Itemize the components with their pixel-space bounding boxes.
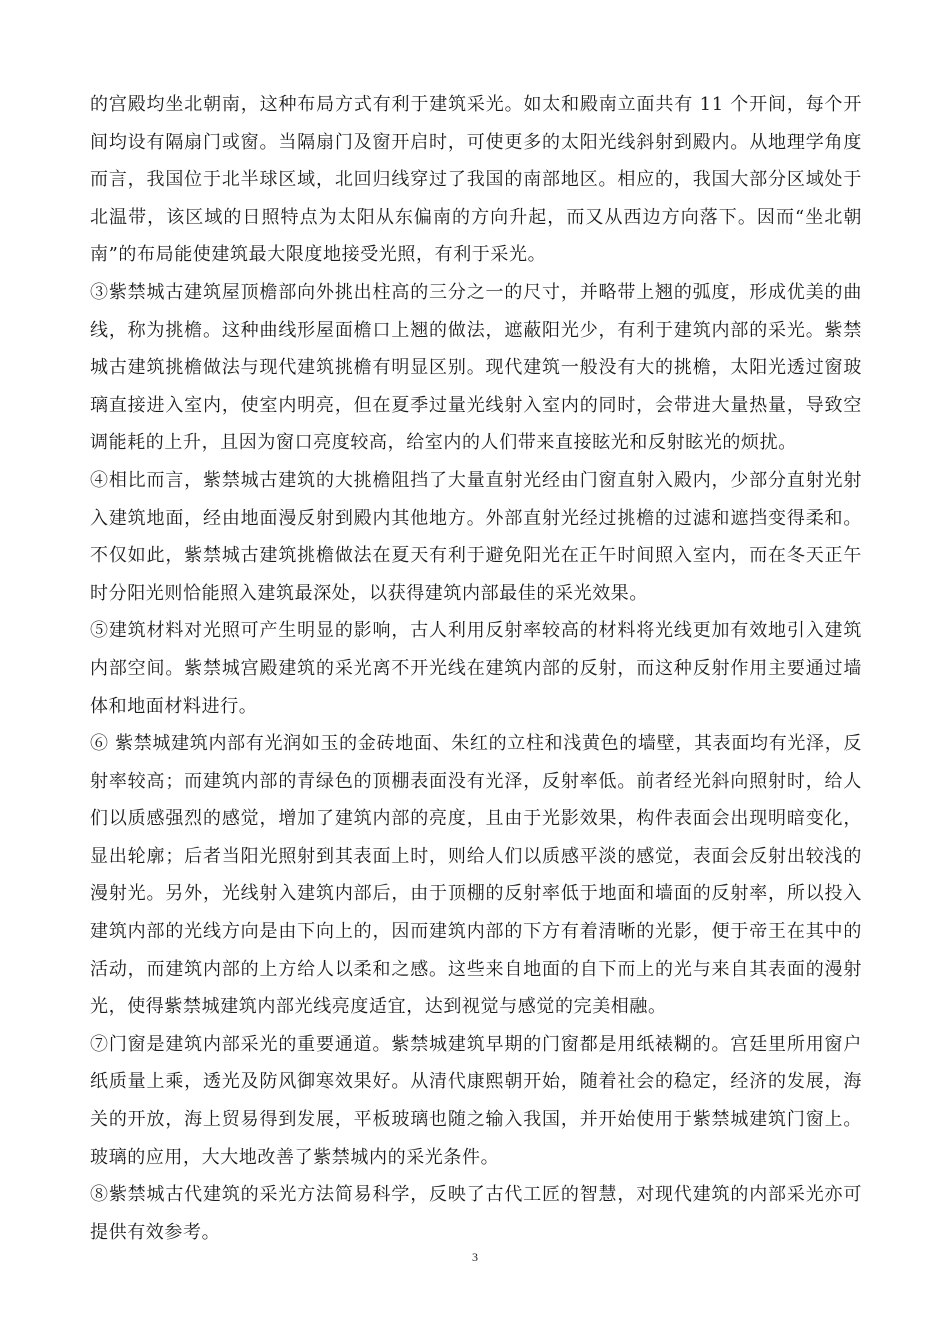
paragraph-3: ③紫禁城古建筑屋顶檐部向外挑出柱高的三分之一的尺寸，并略带上翘的弧度，形成优美的曲线，称为挑檐。这种曲线形屋面檐口上翘的做法，遮蔽阳光少，有利于建筑内部的采光。紫禁城古建筑挑檐做法与现代建筑挑檐有明显区别。现代建筑一般没有大的挑檐，太阳光透过窗玻璃直接进入室内，使室内明亮，但在夏季过量光线射入室内的同时，会带进大量热量，导致空调能耗的上升，且因为窗口亮度较高，给室内的人们带来直接眩光和反射眩光的烦扰。	[90, 281, 862, 454]
paragraph-7: ⑦门窗是建筑内部采光的重要通道。紫禁城建筑早期的门窗都是用纸裱糊的。宫廷里所用窗户纸质量上乘，透光及防风御寒效果好。从清代康熙朝开始，随着社会的稳定，经济的发展，海关的开放，海上贸易得到发展，平板玻璃也随之输入我国，并开始使用于紫禁城建筑门窗上。玻璃的应用，大大地改善了紫禁城内的采光条件。	[90, 1033, 862, 1168]
paragraph-5: ⑤建筑材料对光照可产生明显的影响，古人利用反射率较高的材料将光线更加有效地引入建筑内部空间。紫禁城宫殿建筑的采光离不开光线在建筑内部的反射，而这种反射作用主要通过墙体和地面材料进行。	[90, 620, 862, 717]
paragraph-4: ④相比而言，紫禁城古建筑的大挑檐阻挡了大量直射光经由门窗直射入殿内，少部分直射光射入建筑地面，经由地面漫反射到殿内其他地方。外部直射光经过挑檐的过滤和遮挡变得柔和。不仅如此，紫禁城古建筑挑檐做法在夏天有利于避免阳光在正午时间照入室内，而在冬天正午时分阳光则恰能照入建筑最深处，以获得建筑内部最佳的采光效果。	[90, 469, 862, 604]
document-body	[90, 86, 862, 1251]
paragraph-6: ⑥ 紫禁城建筑内部有光润如玉的金砖地面、朱红的立柱和浅黄色的墙壁，其表面均有光泽，反射率较高；而建筑内部的青绿色的顶棚表面没有光泽，反射率低。前者经光斜向照射时，给人们以质感强烈的感觉，增加了建筑内部的亮度，且由于光影效果，构件表面会出现明暗变化，显出轮廓；后者当阳光照射到其表面上时，则给人们以质感平淡的感觉，表面会反射出较浅的漫射光。另外，光线射入建筑内部后，由于顶棚的反射率低于地面和墙面的反射率，所以投入建筑内部的光线方向是由下向上的，因而建筑内部的下方有着清晰的光影，便于帝王在其中的活动，而建筑内部的上方给人以柔和之感。这些来自地面的自下而上的光与来自其表面的漫射光，使得紫禁城建筑内部光线亮度适宜，达到视觉与感觉的完美相融。	[90, 733, 862, 1018]
page-number: 3	[472, 1250, 478, 1264]
paragraph-intro: 的宫殿均坐北朝南，这种布局方式有利于建筑采光。如太和殿南立面共有 11 个开间，每个开间均设有隔扇门或窗。当隔扇门及窗开启时，可使更多的太阳光线斜射到殿内。从地理学角度而言，我国位于北半球区域，北回归线穿过了我国的南部地区。相应的，我国大部分区域处于北温带，该区域的日照特点为太阳从东偏南的方向升起，而又从西边方向落下。因而“坐北朝南”的布局能使建筑最大限度地接受光照，有利于采光。	[90, 94, 862, 266]
paragraph-8: ⑧紫禁城古代建筑的采光方法简易科学，反映了古代工匠的智慧，对现代建筑的内部采光亦可提供有效参考。	[90, 1184, 862, 1243]
